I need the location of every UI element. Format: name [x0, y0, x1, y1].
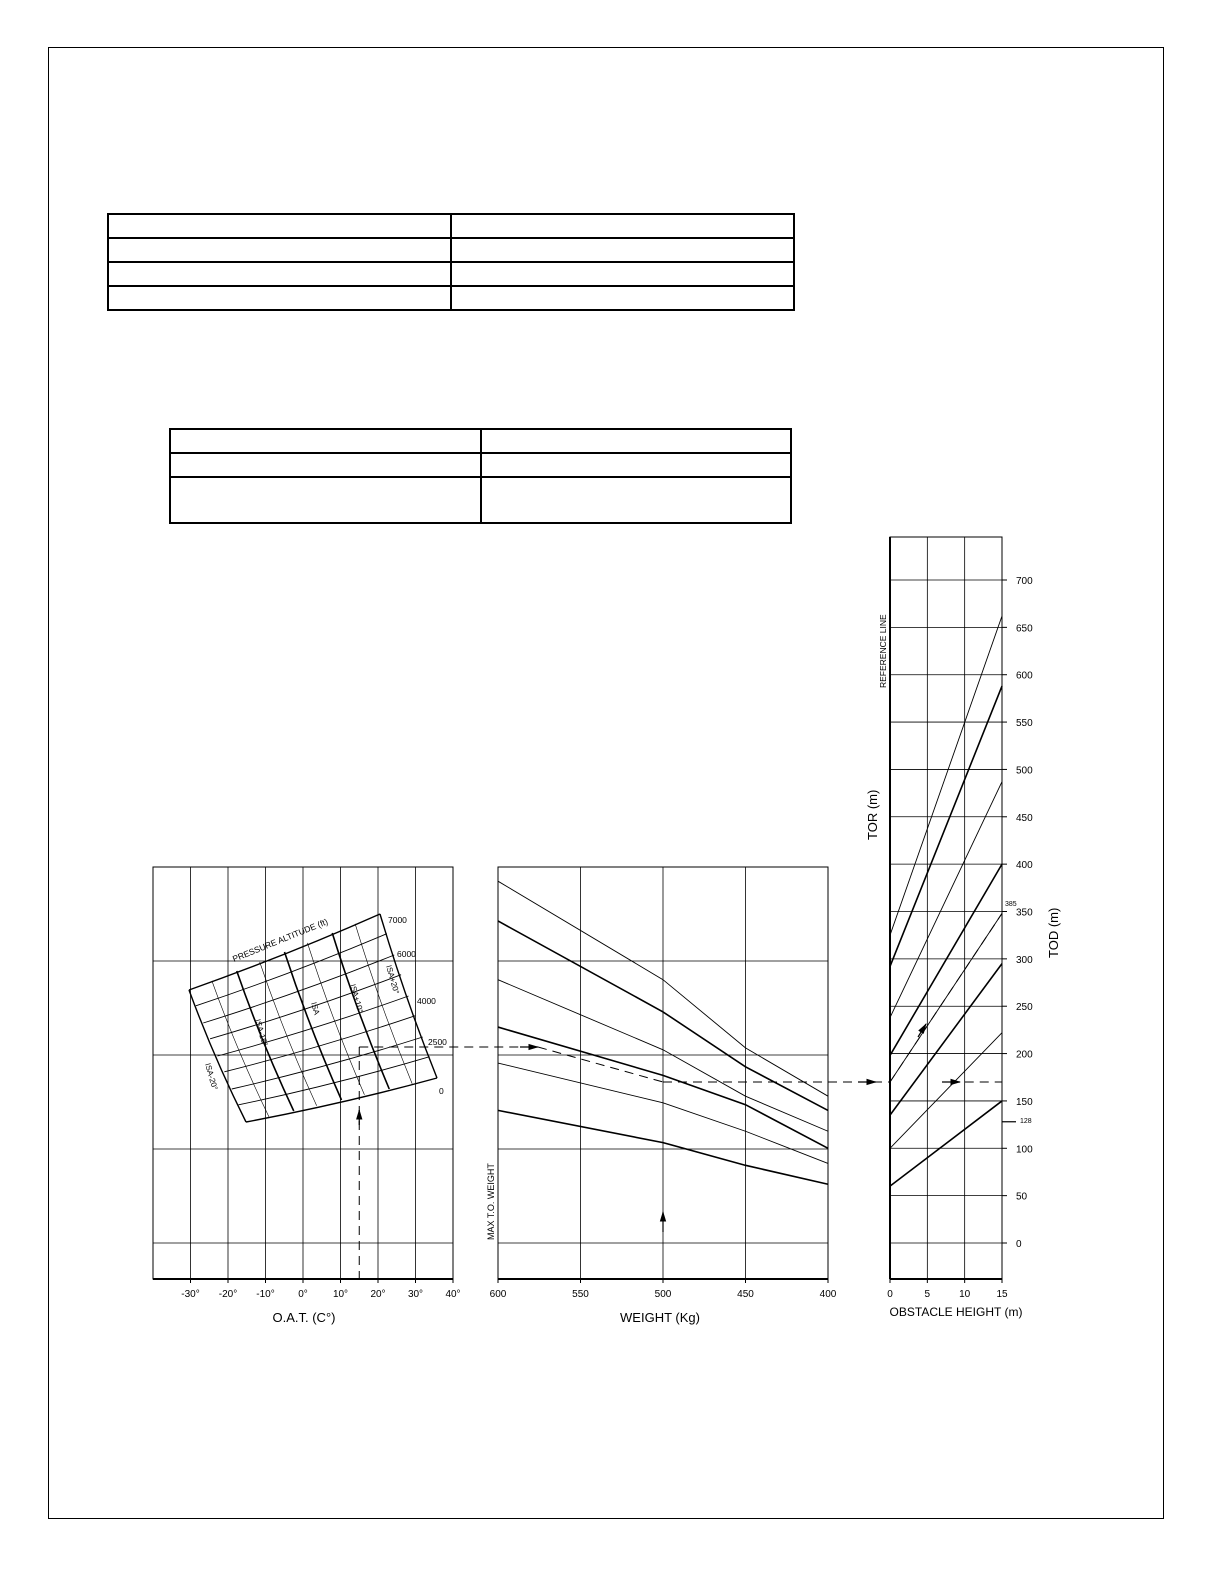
oat-tick-label: 0°	[298, 1289, 308, 1300]
tod-y-tick-label: 400	[1016, 860, 1033, 872]
weight-tick-label: 500	[654, 1289, 672, 1300]
isa-label-plus-20: ISA+20°	[384, 964, 401, 996]
tod-y-tick-label: 600	[1016, 670, 1033, 682]
altitude-line	[224, 1016, 415, 1072]
tod-guide-line	[890, 1033, 1002, 1149]
isa-line	[285, 952, 342, 1100]
tod-y-tick-label: 650	[1016, 623, 1033, 635]
tod-guide-line	[890, 686, 1002, 966]
weight-tick-label: 450	[737, 1289, 754, 1300]
marked-value-128: 128	[1020, 1118, 1032, 1125]
tor-axis-label: TOR (m)	[865, 789, 880, 840]
tod-x-tick-label: 15	[996, 1289, 1008, 1300]
isa-subline	[212, 981, 269, 1117]
tod-y-tick-label: 550	[1016, 718, 1033, 730]
pressure-altitude-net	[189, 914, 437, 1122]
oat-tick-label: 20°	[370, 1289, 386, 1300]
example-along-weight-line	[538, 1047, 663, 1082]
oat-panel	[153, 867, 461, 1325]
obstacle-height-axis-label: OBSTACLE HEIGHT (m)	[889, 1305, 1023, 1319]
tod-y-tick-label: 300	[1016, 954, 1033, 966]
tod-y-tick-label: 0	[1016, 1239, 1022, 1250]
oat-tick-label: -20°	[218, 1289, 238, 1300]
oat-tick-label: -10°	[256, 1289, 275, 1300]
tod-y-tick-label: 100	[1016, 1144, 1033, 1156]
tod-panel-border	[890, 537, 1002, 1279]
tod-guide-line	[890, 964, 1002, 1116]
max-weight-label: MAX T.O. WEIGHT	[486, 1163, 496, 1240]
altitude-line	[210, 975, 401, 1039]
tod-panel	[865, 537, 1061, 1319]
tod-x-tick-label: 10	[959, 1289, 971, 1300]
oat-tick-label: -30°	[181, 1289, 200, 1300]
marked-value-385: 385	[1005, 901, 1017, 908]
tod-y-tick-label: 50	[1016, 1191, 1028, 1203]
reference-line-label: REFERENCE LINE	[878, 614, 888, 688]
oat-ticks	[181, 1279, 460, 1300]
isa-label-plus-10: ISA+10°	[348, 983, 365, 1015]
altitude-label-6000: 6000	[397, 949, 416, 959]
tod-y-tick-label: 450	[1016, 812, 1033, 824]
tod-guide-line	[890, 1101, 1002, 1186]
example-dashed-path	[359, 913, 1002, 1280]
altitude-label-0: 0	[439, 1086, 444, 1096]
isa-subline	[260, 962, 317, 1106]
tod-guide-line	[890, 616, 1002, 935]
oat-tick-label: 30°	[407, 1289, 424, 1300]
altitude-line	[203, 955, 394, 1023]
oat-axis-label: O.A.T. (C°)	[272, 1310, 336, 1325]
tod-x-tick-label: 0	[887, 1289, 893, 1300]
tod-guide-line	[890, 864, 1002, 1055]
altitude-label-7000: 7000	[388, 915, 407, 925]
tod-y-tick-label: 150	[1016, 1096, 1033, 1108]
isa-subline	[355, 924, 412, 1084]
tod-x-ticks	[887, 1279, 1008, 1300]
tod-y-tick-label: 500	[1016, 765, 1033, 777]
oat-tick-label: 40°	[445, 1289, 461, 1300]
isa-label-isa: ISA	[309, 1001, 322, 1016]
weight-ticks	[490, 1279, 837, 1300]
tod-y-tick-label: 200	[1016, 1049, 1033, 1061]
pressure-altitude-label: PRESSURE ALTITUDE (ft)	[231, 916, 330, 964]
tod-grid	[890, 537, 1002, 1279]
weight-axis-label: WEIGHT (Kg)	[620, 1310, 700, 1325]
weight-tick-label: 550	[572, 1289, 589, 1300]
tod-y-tick-label: 250	[1016, 1002, 1033, 1014]
isa-label-minus-15: ISA-15°	[253, 1018, 270, 1048]
tod-y-tick-label: 350	[1016, 907, 1033, 919]
oat-tick-label: 10°	[332, 1289, 349, 1300]
isa-label-minus-20: ISA-20°	[203, 1062, 220, 1092]
weight-tick-label: 400	[819, 1289, 837, 1300]
tod-axis-label: TOD (m)	[1046, 907, 1061, 958]
altitude-label-2500: 2500	[428, 1037, 447, 1047]
weight-tick-label: 600	[489, 1289, 507, 1300]
tod-y-tick-label: 700	[1016, 576, 1033, 587]
weight-panel	[486, 867, 837, 1325]
tod-x-tick-label: 5	[924, 1289, 931, 1300]
altitude-label-4000: 4000	[417, 996, 436, 1006]
isa-subline	[307, 943, 364, 1095]
